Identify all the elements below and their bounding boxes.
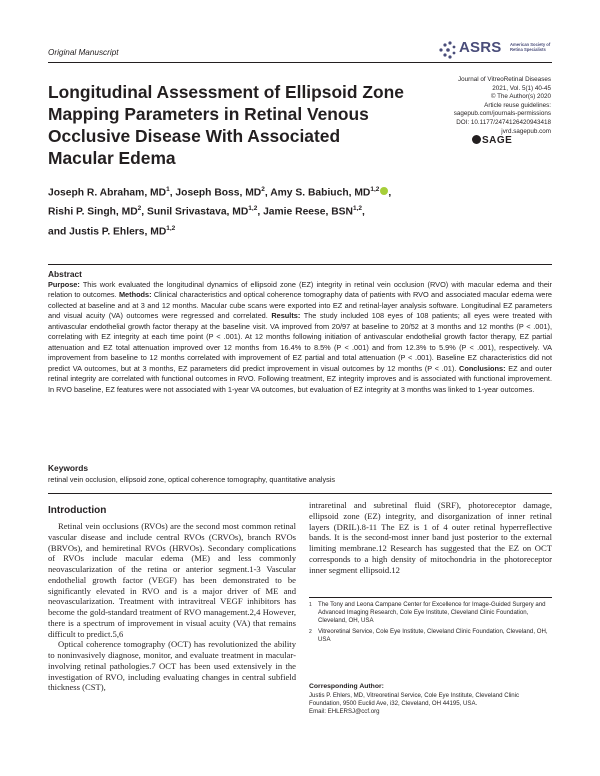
abstract-body (48, 280, 552, 395)
author-separator: , (257, 206, 264, 218)
footnote-text: Vitreoretinal Service, Cole Eye Institute, Cleveland Clinic Foundation, Cleveland, OH, USA (318, 628, 548, 644)
conclusions-text: EZ and outer retinal integrity are correlated with functional outcomes in RVO. Following treatment, EZ integrity improves and is associated with functional improvement. In RVO baseline, EZ features were not associated with 1-year VA outcomes, but evaluation of EZ integrity at 3 months was linked to 1-year outcomes. (48, 363, 552, 394)
results-text: The study included 108 eyes of 108 patients; all eyes were treated with antivascular endothelial growth factor therapy at the baseline visit. VA improved from 20/97 at baseline to 20/52 at 3 months and 12 months (P < .001), correlating with EZ integrity at each time point (P < .001). At 12 months following initiation of antivascular endothelial growth factor therapy, EZ partial attenuation and EZ total attenuation improved over 12 months from 16.4% to 8.5% (P < .001) and from 12.3% to 5.9% (P < .001), respectively. VA improvement from baseline to 12 months correlated with improvement of EZ partial and total attenuation (P < .001). Baseline EZ characteristics did not predict VA outcomes, but at 3 months, EZ parameters did predict improvement in visual outcomes by 12 months (P < .01). (48, 311, 552, 373)
author-affiliation-marker: 2 (261, 186, 265, 193)
intro-paragraph-2: Optical coherence tomography (OCT) has revolutionized the ability to noninvasively diagnose, monitor, and evaluate treatment in macular-involving retinal pathologies.7 OCT has been used extensively in the investigation of RVO, including evaluating changes in central subfield thickness (CST), (48, 639, 296, 693)
author-separator: , (141, 206, 147, 218)
intro-paragraph-1: Retinal vein occlusions (RVOs) are the second most common retinal vascular disease and include central RVOs (CRVOs), branch RVOs (BRVOs), and hemiretinal RVOs (HRVOs). Secondary complications of RVOs include macular edema (ME) and less commonly neovascularization of the retina or anterior segment.1-3 Vascular endothelial growth factor (VEGF) has been demonstrated to be significantly elevated in RVO and is a major driver of ME and neovascularization. Treatment with intravitreal VEGF inhibitors has become the gold-standard treatment of RVO management.2,4 However, there is a spectrum of improvement in visual acuity (VA) that remains difficult to predict.5,6 (48, 521, 296, 639)
journal-reuse: Article reuse guidelines: (484, 101, 551, 109)
author-name: and Justis P. Ehlers, MD (48, 226, 167, 238)
author-affiliation-marker: 1,2 (248, 205, 258, 213)
author-name: Joseph Boss, MD (175, 187, 262, 199)
abstract-heading: Abstract (48, 269, 82, 279)
author-affiliation-marker: 1,2 (166, 224, 176, 232)
journal-site-link[interactable]: jvrd.sagepub.com (501, 127, 551, 135)
author-name: Amy S. Babiuch, MD (270, 187, 371, 199)
asrs-logo (437, 38, 555, 60)
introduction-heading: Introduction (48, 505, 107, 516)
abstract-bottom-divider (48, 493, 552, 494)
methods-label: Methods: (118, 290, 152, 300)
keywords-text: retinal vein occlusion, ellipsoid zone, optical coherence tomography, quantitative analysis (48, 475, 336, 484)
purpose-text: This work evaluated the longitudinal dynamics of ellipsoid zone (EZ) integrity in retinal vein occlusion (RVO) with macular edema and their relation to outcomes. (48, 280, 552, 300)
section-label: Original Manuscript (48, 48, 119, 57)
corresponding-author-details (309, 692, 552, 717)
author-separator: , (264, 187, 271, 199)
intro-paragraph-continued: intraretinal and subretinal fluid (SRF), photoreceptor damage, ellipsoid zone (EZ) integrity, and disorganization of inner retinal layers (DRIL).8-11 The EZ is 1 of 4 outer retinal hyperreflective bands. It is the second-most inner band just posterior to the external limiting membrane.12 Research has suggested that the EZ on OCT corresponds to a high density of mitochondria in the photoreceptor inner segment ellipsoid.12 (309, 500, 552, 575)
footnote-text: The Tony and Leona Campane Center for Excellence for Image-Guided Surgery and Advanced Imaging Research, Cole Eye Institute, Cleveland Clinic Foundation, Cleveland, OH, USA (318, 601, 546, 625)
email-label: Email: (309, 708, 326, 716)
footnote-affiliation-1 (309, 601, 552, 626)
email-link[interactable]: EHLERSJ@ccf.org (327, 708, 380, 716)
results-label: Results: (271, 311, 301, 321)
journal-copyright: © The Author(s) 2020 (490, 93, 551, 101)
methods-text: Clinical characteristics and optical coherence tomography data of patients with RVO and associated macular edema were collected at baseline and at 3 and 12 months. Macular cube scans were exported into EZ and retinal-layer analysis software. Longitudinal EZ parameters and visual acuity (VA) outcomes were regressed and correlated. (48, 290, 552, 321)
author-affiliation-marker: 2 (137, 205, 142, 213)
asrs-wordmark: ASRS (459, 39, 502, 56)
journal-info (430, 76, 551, 136)
abstract-top-divider (48, 264, 552, 265)
footnote-marker: 1 (309, 602, 312, 608)
body-column-right (309, 500, 552, 575)
conclusions-label: Conclusions: (459, 363, 506, 373)
author-affiliation-marker: 1 (166, 186, 170, 193)
keywords-heading: Keywords (48, 463, 89, 473)
author-affiliation-marker: 1,2 (370, 186, 380, 193)
asrs-dots-icon (437, 39, 459, 61)
corresponding-author-address: Justis P. Ehlers, MD, Vitreoretinal Service, Cole Eye Institute, Cleveland Clinic Foundation, 9500 Euclid Ave, i32, Cleveland, OH 44195, USA. (309, 692, 520, 708)
author-name: Sunil Srivastava, MD (147, 206, 249, 218)
author-name: Jamie Reese, BSN (263, 206, 353, 218)
author-affiliation-marker: 1,2 (352, 205, 362, 213)
journal-volume: 2021, Vol. 5(1) 40-45 (492, 84, 551, 92)
corresponding-author-email-line (309, 708, 552, 716)
asrs-subtitle: American Society of Retina Specialists (510, 42, 551, 52)
author-separator: , (362, 206, 365, 218)
footnote-affiliation-2 (309, 628, 552, 644)
sage-wordmark: SAGE (482, 135, 513, 146)
sage-circle-icon (472, 135, 481, 144)
author-separator: , (169, 187, 176, 199)
author-list (48, 182, 528, 240)
sage-logo (472, 135, 512, 146)
journal-permissions-link[interactable]: sagepub.com/journals-permissions (453, 110, 551, 118)
header-divider (48, 62, 552, 63)
purpose-label: Purpose: (48, 280, 80, 289)
author-separator: , (388, 187, 392, 199)
footnote-marker: 2 (309, 629, 312, 635)
body-column-left (48, 521, 296, 693)
author-name: Joseph R. Abraham, MD (48, 187, 167, 199)
journal-doi[interactable]: DOI: 10.1177/2474126420943418 (456, 118, 551, 126)
article-title: Longitudinal Assessment of Ellipsoid Zone Mapping Parameters in Retinal Venous Occlusive Disease With Associated Macular Edema (48, 82, 404, 168)
journal-name: Journal of VitreoRetinal Diseases (458, 76, 551, 83)
footnote-divider (309, 597, 552, 598)
author-name: Rishi P. Singh, MD (48, 206, 138, 218)
corresponding-author-heading: Corresponding Author: (309, 683, 384, 690)
